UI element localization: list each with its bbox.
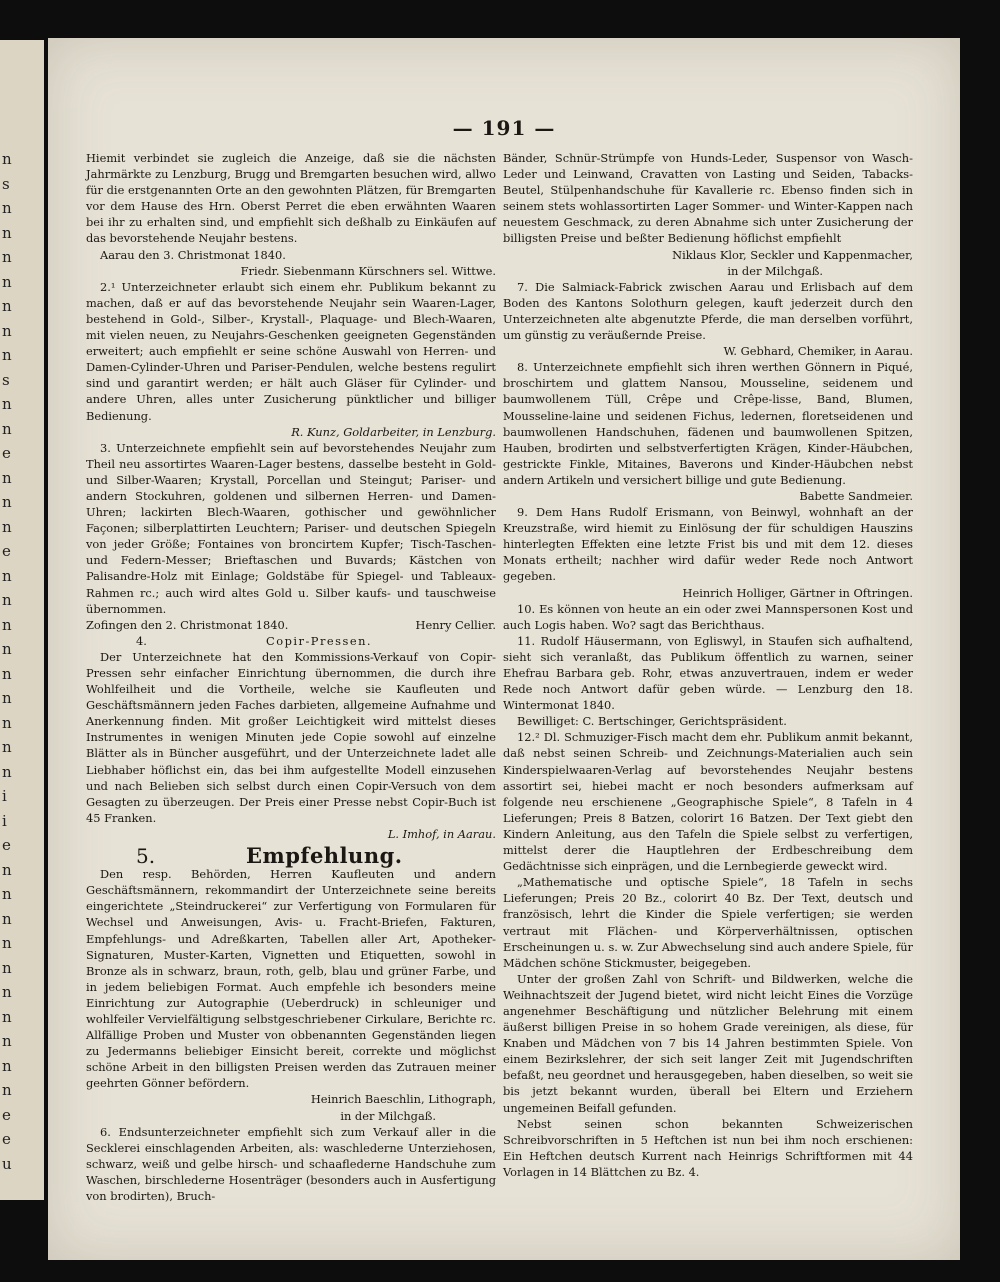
previous-page-fragment: n: [2, 689, 12, 707]
previous-page-fragment: e: [2, 836, 11, 854]
previous-page-fragment: n: [2, 591, 12, 609]
previous-page-fragment: e: [2, 542, 11, 560]
ad2-signature: R. Kunz, Goldarbeiter, in Lenzburg.: [291, 424, 496, 439]
ad5-text: Den resp. Behörden, Herren Kaufleuten und andern Geschäftsmännern, rekommandirt der Unterzeichnete seine bereits eingerichtete „Steindruckerei“ zur Verfertigung von Formularen für Wechsel und Anweisungen, Avis- u. Fracht-Briefen, Fakturen, Empfehlungs- und Adreßkarten, Tabellen aller Art, Apotheker-Signaturen, Muster-Karten, Vignetten und Etiquetten, sowohl in Bronze als in schwarz, braun, roth, gelb, blau und grüner Farbe, und in jedem beliebigen Format. Auch empfehle ich besonders meine Einrichtung zur Autographie (Ueberdruck) in schleuniger und wohlfeiler Vervielfältigung selbstgeschriebener Cirkulare, Berichte rc. Allfällige Proben und Muster von obbenannten Gegenständen liegen zu Jedermanns beliebiger Einsicht bereit, correkte und möglichst schöne Arbeit in den billigsten Preisen werden das Zutrauen meiner geehrten Gönner befördern.: [86, 867, 496, 1091]
previous-page-fragment: n: [2, 468, 12, 487]
ad12-recommendation: Unter der großen Zahl von Schrift- und Bildwerken, welche die Weihnachtszeit der Jugend bietet, wird nicht leicht Eines die Vorzüge angenehmer Beschäftigung und nützlicher Belehrung mit einem äußerst billigen Preise in so hohem Grade vereinigen, als diese, für Knaben und Mädchen von 7 bis 14 Jahren bestimmten Spiele. Von einem Bezirkslehrer, der sich seit langer Zeit mit Jugendschriften befaßt, neu geordnet und herausgegeben, haben dieselben, so weit sie bis jetzt bekannt wurden, überall bei Eltern und Erziehern ungemeinen Beifall gefunden.: [503, 971, 913, 1115]
page-number-value: 191: [481, 116, 527, 140]
previous-page-edge: [0, 40, 44, 1200]
ad10-text: 10. Es können von heute an ein oder zwei Mannspersonen Kost und auch Logis haben. Wo? sagt das Berichthaus.: [503, 601, 913, 632]
previous-page-fragment: n: [2, 297, 12, 315]
ad6-text: 6. Endsunterzeichneter empfiehlt sich zum Verkauf aller in die Secklerei einschlagenden Arbeiten, als: waschlederne Unterziehosen, schwarz, weiß und gelbe hirsch- und schaaflederne Handschuhe zum Waschen, birschlederne Hosenträger (besonders auch in Ausfertigung von brodirten), Bruch-: [86, 1124, 496, 1203]
ad9-signature: Heinrich Holliger, Gärtner in Oftringen.: [682, 585, 913, 600]
previous-page-fragment: s: [2, 370, 10, 389]
previous-page-fragment: s: [2, 174, 10, 193]
previous-page-fragment: n: [2, 321, 12, 340]
ad6-continued: Bänder, Schnür-Strümpfe von Hunds-Leder, Suspensor von Wasch-Leder und Leinwand, Cravatten von Lasting und Seiden, Tabacks-Beutel, Stülpenhandschuhe für Kavallerie rc. Ebenso finden sich in seinem stets wohlassortirten Lager Sommer- und Winter-Kappen nach neuestem Geschmack, zu deren Abnahme sich unter Zusicherung der billigsten Preise und beßter Bedienung höflichst empfiehlt: [503, 151, 913, 246]
ad11-approval: Bewilliget: C. Bertschinger, Gerichtspräsident.: [517, 714, 787, 729]
ad12-text: 12.² Dl. Schmuziger-Fisch macht dem ehr. Publikum anmit bekannt, daß nebst seinen Schreib- und Zeichnungs-Materialien auch sein Kinderspielwaaren-Verlag auf bevorstehendes Neujahr bestens assortirt sei, hiebei macht er noch besonders aufmerksam auf folgende neu erschienene „Geographische Spiele“, 8 Tafeln in 4 Lieferungen; Preis 8 Batzen, colorirt 16 Batzen. Der Text giebt den Kindern Anleitung, aus den Tafeln die Spiele selbst zu verfertigen, mittelst derer die Hauptlehren der Erdbeschreibung dem Gedächtnisse sich einprägen, und die Lernbegierde geweckt wird.: [503, 730, 913, 874]
previous-page-fragment: e: [2, 1130, 11, 1148]
previous-page-fragment: n: [2, 713, 12, 732]
previous-page-fragment: n: [2, 738, 12, 756]
ad8-signature: Babette Sandmeier.: [799, 488, 913, 503]
ad9-text: 9. Dem Hans Rudolf Erismann, von Beinwyl, wohnhaft an der Kreuzstraße, wird hiemit zu Einlösung der für schuldigen Hauszins hinterlegten Effekten eine letzte Frist bis und mit dem 12. dieses Monats ertheilt; nachher wird dafür weder Rede noch Antwort gegeben.: [503, 505, 913, 584]
previous-page-fragment: n: [2, 615, 12, 634]
previous-page-fragment: n: [2, 934, 12, 952]
previous-page-fragment: n: [2, 395, 12, 413]
ad4-number: 4.: [136, 633, 147, 648]
ad5-heading: [86, 843, 496, 869]
ad3-footer: [86, 617, 496, 633]
previous-page-fragment: n: [2, 1032, 12, 1050]
ad4-signature: L. Imhof, in Aarau.: [387, 826, 496, 841]
previous-page-fragment: n: [2, 272, 12, 291]
previous-page-fragment: n: [2, 640, 12, 658]
page-number: — 191 —: [452, 116, 556, 140]
ad12-writing-books: Nebst seinen schon bekannten Schweizerischen Schreibvorschriften in 5 Heftchen ist nun bei ihm noch erschienen: Ein Heftchen deutsch Kurrent nach Heinrigs Schriftformen mit 44 Vorlagen in 14 Blättchen zu Bz. 4.: [503, 1116, 913, 1179]
ad5-title: Empfehlung.: [246, 843, 403, 869]
ad1-date: Aarau den 3. Christmonat 1840.: [100, 247, 286, 262]
left-column: [86, 150, 496, 1204]
ad3-signature: Henry Cellier.: [415, 617, 496, 632]
previous-page-fragment: n: [2, 199, 12, 217]
previous-page-fragment: e: [2, 1105, 11, 1124]
ad4-text: Der Unterzeichnete hat den Kommissions-Verkauf von Copir-Pressen sehr einfacher Einrichtung übernommen, die durch ihre Wohlfeilheit und die Vortheile, welche sie Kaufleuten und Geschäftsmännern jeden Faches darbieten, allgemeine Aufnahme und Anerkennung finden. Mit großer Leichtigkeit wird mittelst dieses Instrumentes in wenigen Minuten jede Copie sowohl auf einzelne Blätter als in Büncher ausgeführt, und der Unterzeichnete ladet alle Liebhaber höflichst ein, das bei ihm aufgestellte Modell einzusehen und nach Belieben sich selbst durch einen Copir-Versuch von dem Gesagten zu überzeugen. Der Preis einer Presse nebst Copir-Buch ist 45 Franken.: [86, 649, 496, 825]
ad2-text: 2.¹ Unterzeichneter erlaubt sich einem ehr. Publikum bekannt zu machen, daß er auf das bevorstehende Neujahr sein Waaren-Lager, bestehend in Gold-, Silber-, Krystall-, Plaquage- und Blech-Waaren, mit vielen neuen, zu Neujahrs-Geschenken geeigneten Gegenständen erweitert; auch empfiehlt er seine schöne Auswahl von Herren- und Damen-Cylinder-Uhren und Pariser-Pendulen, welche bestens regulirt sind und garantirt werden; er hält auch Gläser für Cylinder- und andere Uhren, alles unter Zusicherung pünktlicher und billiger Bedienung.: [86, 279, 496, 423]
ad5-signature-location: in der Milchgaß.: [340, 1108, 436, 1123]
ad11-text: 11. Rudolf Häusermann, von Egliswyl, in Staufen sich aufhaltend, sieht sich veranlaßt, das Publikum öffentlich zu warnen, seiner Ehefrau Barbara geb. Rohr, etwas anzuvertrauen, indem er weder Rede noch Antwort dafür geben würde. — Lenzburg den 18. Wintermonat 1840.: [503, 633, 913, 713]
previous-page-fragment: n: [2, 566, 12, 585]
previous-page-fragment: n: [2, 909, 12, 928]
previous-page-fragment: n: [2, 1007, 12, 1026]
previous-page-fragment: n: [2, 346, 12, 364]
newspaper-page: [48, 38, 960, 1260]
previous-page-fragment: n: [2, 958, 12, 977]
ad12-mathematical-games: „Mathematische und optische Spiele“, 18 Tafeln in sechs Lieferungen; Preis 20 Bz., colorirt 40 Bz. Der Text, deutsch und französisch, lehrt die Kinder die Spiele verfertigen; sie werden vertraut mit Flächen- und Körperverhältnissen, optischen Erscheinungen u. s. w. Zur Abwechselung sind auch andere Spiele, für Mädchen schöne Stickmuster, beigegeben.: [503, 875, 913, 970]
ad3-text: 3. Unterzeichnete empfiehlt sein auf bevorstehendes Neujahr zum Theil neu assortirtes Waaren-Lager bestens, dasselbe besteht in Gold- und Silber-Waaren; Krystall, Porcellan und Steingut; Pariser- und andern Stockuhren, goldenen und silbernen Herren- und Damen-Uhren; lackirten Blech-Waaren, gothischer und gewöhnlicher Façonen; silberplattirten Leuchtern; Pariser- und deutschen Spiegeln von jeder Größe; Fontaines von broncirtem Kupfer; Tisch-Taschen- und Federn-Messer; Brieftaschen und Buvards; Kästchen von Palisandre-Holz mit Einlage; Goldstäbe für Spiegel- und Tableaux-Rahmen rc.; auch wird altes Gold u. Silber kaufs- und tauschweise übernommen.: [86, 440, 496, 616]
previous-page-fragment: n: [2, 248, 12, 266]
ad1-signature: Friedr. Siebenmann Kürschners sel. Wittwe.: [240, 263, 496, 278]
ad6-signature-location: in der Milchgaß.: [727, 263, 823, 278]
ad5-signature: Heinrich Baeschlin, Lithograph,: [310, 1092, 496, 1107]
previous-page-fragment: n: [2, 493, 12, 511]
previous-page-fragment: n: [2, 1081, 12, 1099]
ad7-signature: W. Gebhard, Chemiker, in Aarau.: [723, 344, 913, 359]
previous-page-fragment: n: [2, 150, 12, 168]
previous-page-fragment: e: [2, 444, 11, 462]
ad5-number: 5.: [136, 844, 156, 869]
ad7-text: 7. Die Salmiack-Fabrick zwischen Aarau und Erlisbach auf dem Boden des Kantons Solothurn gelegen, kauft jederzeit durch den Unterzeichneten alte abgenutzte Pferde, die man derselben vorführt, um günstig zu veräußernde Preise.: [503, 279, 913, 343]
ad4-title: Copir-Pressen.: [266, 633, 373, 648]
previous-page-fragment: n: [2, 517, 12, 536]
previous-page-fragment: i: [2, 787, 7, 805]
ad1-text: Hiemit verbindet sie zugleich die Anzeige, daß sie die nächsten Jahrmärkte zu Lenzburg, Brugg und Bremgarten besuchen wird, allwo für die erstgenannten Orte an den gewohnten Plätzen, für Bremgarten vor dem Hause des Hrn. Oberst Perret die eben erwähnten Waaren bei ihr zu erhalten sind, und empfiehlt sich deßhalb zu Einkäufen auf das bevorstehende Neujahr bestens.: [86, 151, 496, 246]
right-column: [503, 150, 913, 1180]
ad3-date: Zofingen den 2. Christmonat 1840.: [86, 617, 289, 632]
previous-page-fragment: n: [2, 885, 12, 903]
ad8-text: 8. Unterzeichnete empfiehlt sich ihren werthen Gönnern in Piqué, broschirtem und glattem Nansou, Mousseline, seidenem und baumwollenem Tüll, Crêpe und Crêpe-lisse, Band, Blumen, Mousseline-laine und seidenen Fichus, ledernen, floretseidenen und baumwollenen Handschuhen, fädenen und baumwollenen Spitzen, Hauben, brodirten und selbstverfertigten Krägen, Kinder-Häubchen, gestrickte Finkle, Mitaines, Baverons und Kinder-Häubchen nebst andern Artikeln und versichert billige und gute Bedienung.: [503, 360, 913, 487]
previous-page-fragment: n: [2, 419, 12, 438]
previous-page-fragment: n: [2, 983, 12, 1001]
ad4-heading: [86, 633, 496, 649]
previous-page-fragment: n: [2, 860, 12, 879]
previous-page-fragment: u: [2, 1154, 12, 1173]
previous-page-fragment: i: [2, 811, 7, 830]
ad6-signature: Niklaus Klor, Seckler und Kappenmacher,: [672, 247, 913, 262]
previous-page-fragment: n: [2, 1056, 12, 1075]
previous-page-fragment: n: [2, 664, 12, 683]
previous-page-fragment: n: [2, 762, 12, 781]
previous-page-fragment: n: [2, 223, 12, 242]
